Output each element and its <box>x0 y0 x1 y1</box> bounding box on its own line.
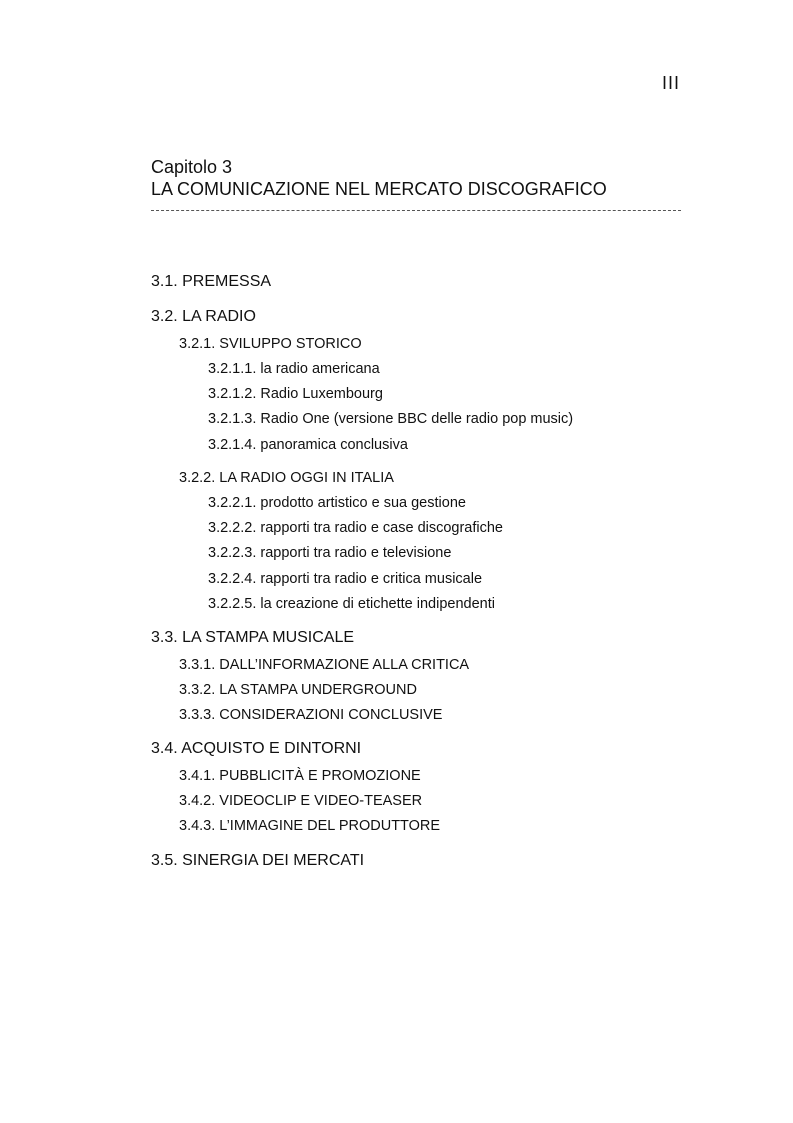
toc-subsubsection-entry: 3.2.1.2. Radio Luxembourg <box>208 386 383 402</box>
toc-subsubsection-entry: 3.2.1.1. la radio americana <box>208 361 380 377</box>
toc-subsubsection-entry: 3.2.2.2. rapporti tra radio e case discografiche <box>208 520 503 536</box>
toc-subsection-entry: 3.4.1. PUBBLICITÀ E PROMOZIONE <box>179 768 421 784</box>
toc-subsubsection-entry: 3.2.2.5. la creazione di etichette indipendenti <box>208 596 495 612</box>
toc-subsection-entry: 3.4.2. VIDEOCLIP E VIDEO-TEASER <box>179 793 423 809</box>
toc-subsubsection-entry: 3.2.1.4. panoramica conclusiva <box>208 437 408 453</box>
toc-subsubsection-entry: 3.2.2.3. rapporti tra radio e televisione <box>208 545 452 561</box>
chapter-label: Capitolo 3 <box>151 157 233 177</box>
chapter-title: LA COMUNICAZIONE NEL MERCATO DISCOGRAFICO <box>151 179 607 199</box>
toc-subsubsection-entry: 3.2.1.3. Radio One (versione BBC delle radio pop music) <box>208 411 574 427</box>
toc-subsection-entry: 3.4.3. L’IMMAGINE DEL PRODUTTORE <box>179 818 441 834</box>
toc-subsubsection-entry: 3.2.2.4. rapporti tra radio e critica musicale <box>208 571 483 587</box>
toc-subsection-entry: 3.2.1. SVILUPPO STORICO <box>179 336 362 352</box>
toc-subsection-entry: 3.3.3. CONSIDERAZIONI CONCLUSIVE <box>179 707 443 723</box>
toc-subsection-entry: 3.2.2. LA RADIO OGGI IN ITALIA <box>179 470 394 486</box>
toc-subsubsection-entry: 3.2.2.1. prodotto artistico e sua gestione <box>208 495 466 511</box>
toc-section-entry: 3.2. LA RADIO <box>151 308 256 325</box>
toc-section-entry: 3.3. LA STAMPA MUSICALE <box>151 629 355 646</box>
toc-section-entry: 3.5. SINERGIA DEI MERCATI <box>151 852 365 869</box>
page-number: III <box>661 73 680 93</box>
toc-section-entry: 3.1. PREMESSA <box>151 273 272 290</box>
toc-subsection-entry: 3.3.1. DALL’INFORMAZIONE ALLA CRITICA <box>179 657 470 673</box>
toc-section-entry: 3.4. ACQUISTO E DINTORNI <box>151 740 362 757</box>
toc-subsection-entry: 3.3.2. LA STAMPA UNDERGROUND <box>179 682 417 698</box>
